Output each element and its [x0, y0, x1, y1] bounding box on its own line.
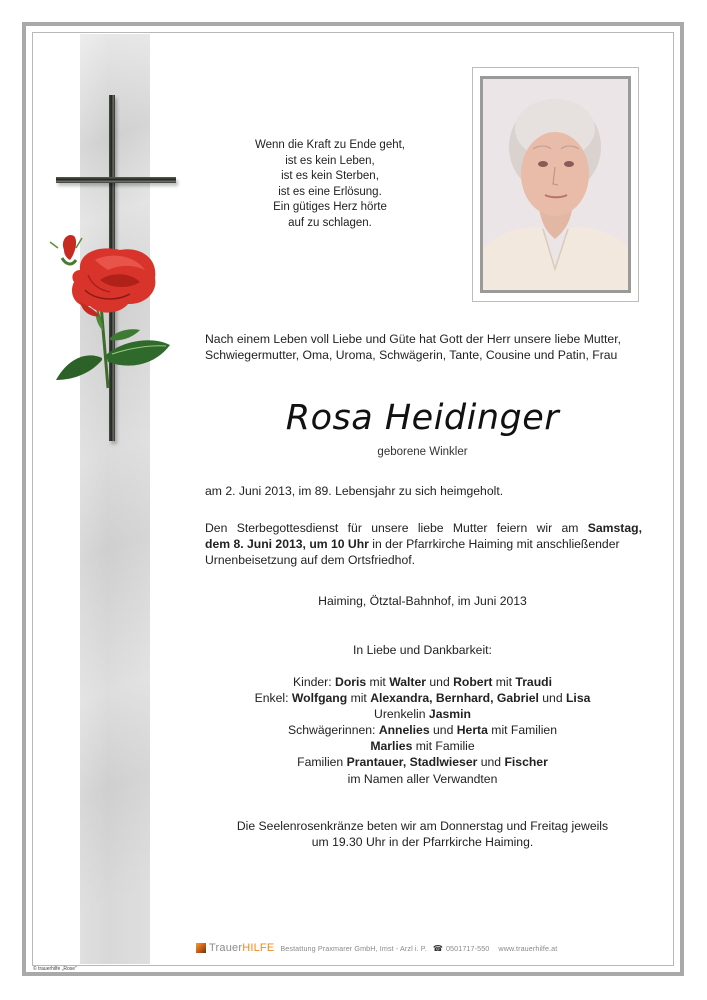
service-word: Sterbegottesdienst [236, 521, 339, 535]
verse-line: ist es kein Sterben, [281, 170, 379, 182]
family-member: Prantauer, Stadlwieser [346, 755, 478, 770]
rosary-line: um 19.30 Uhr in der Pfarrkirche Haiming. [311, 835, 534, 849]
family-row-closing: im Namen aller Verwandten [347, 771, 498, 786]
service-word: unsere [371, 521, 409, 535]
family-connector: mit [366, 675, 390, 689]
service-line-2 [205, 536, 642, 552]
portrait-image [483, 79, 628, 290]
phone-number[interactable]: 0501717-550 [445, 943, 490, 953]
family-list [200, 674, 645, 787]
family-row-marlies [200, 738, 645, 754]
family-member: Robert [453, 675, 493, 689]
rosary-line: Die Seelenrosenkränze beten wir am Donnerstag und Freitag jeweils [236, 819, 609, 833]
rosary-notice [200, 818, 645, 850]
family-label: Enkel: [254, 691, 292, 706]
phone-icon: ☎ [432, 943, 443, 953]
family-row-familien [200, 754, 645, 770]
family-row-schwaegerinnen [200, 722, 645, 738]
cross-arm [56, 177, 176, 183]
verse [210, 138, 450, 231]
service-location: in der Pfarrkirche Haiming mit anschließender [368, 537, 620, 551]
verse-line: ist es eine Erlösung. [278, 185, 382, 198]
death-notice: am 2. Juni 2013, im 89. Lebensjahr zu sich heimgeholt. [205, 484, 504, 498]
family-row-kinder [200, 674, 645, 690]
family-member: Lisa [565, 691, 591, 706]
company-name: Bestattung Praxmarer GmbH, Imst - Arzl i. P. [280, 943, 427, 953]
funeral-service-text [205, 520, 642, 568]
family-connector: mit [492, 675, 516, 689]
family-member: Marlies [370, 739, 413, 754]
family-label: Familien [297, 755, 347, 770]
family-member: Alexandra, Bernhard, Gabriel [370, 691, 539, 706]
brand-name[interactable] [209, 942, 274, 954]
maiden-name: geborene Winkler [377, 446, 468, 458]
trauerhilfe-logo-icon [196, 943, 206, 953]
family-connector: und [429, 723, 457, 738]
service-datetime: dem 8. Juni 2013, um 10 Uhr [205, 537, 369, 551]
decorative-stripe [80, 34, 150, 964]
family-connector: und [477, 755, 505, 770]
image-credit: © trauerhilfe „Rose" [33, 966, 77, 972]
verse-line: Wenn die Kraft zu Ende geht, [254, 139, 406, 151]
family-connector: mit Familie [412, 739, 475, 754]
portrait-photo [480, 76, 631, 293]
family-label: Kinder: [293, 675, 336, 689]
deceased-name: Rosa Heidinger [285, 398, 560, 438]
website-link[interactable]: www.trauerhilfe.at [498, 943, 558, 953]
service-word: liebe [417, 521, 444, 535]
family-connector: mit [347, 691, 371, 706]
family-member: Jasmin [428, 707, 471, 722]
family-member: Walter [389, 675, 426, 689]
service-word: für [347, 521, 362, 535]
service-word: feiern [496, 521, 528, 535]
family-member: Herta [456, 723, 488, 738]
verse-line: ist es kein Leben, [285, 154, 375, 167]
thanks-heading: In Liebe und Dankbarkeit: [353, 643, 492, 657]
brand-part-1: Trauer [209, 942, 243, 954]
family-member: Wolfgang [291, 691, 348, 706]
family-connector: mit Familien [487, 723, 557, 738]
family-row-urenkelin [200, 706, 645, 722]
family-member: Doris [335, 675, 367, 689]
intro-line: Nach einem Leben voll Liebe und Güte hat Gott der Herr unsere liebe Mutter, [205, 332, 621, 346]
family-connector: und [538, 691, 566, 706]
family-member: Traudi [515, 675, 552, 689]
service-day: Samstag, [587, 521, 642, 535]
verse-line: Ein gütiges Herz hörte [273, 201, 387, 213]
place-date: Haiming, Ötztal-Bahnhof, im Juni 2013 [318, 594, 527, 608]
service-word: Mutter [452, 521, 488, 535]
service-word: am [561, 521, 579, 535]
service-line-3: Urnenbeisetzung auf dem Ortsfriedhof. [205, 553, 416, 567]
family-member: Annelies [378, 723, 430, 738]
service-word: wir [536, 521, 553, 535]
service-line-1 [205, 520, 642, 536]
family-row-enkel [200, 690, 645, 706]
footer [196, 941, 557, 955]
family-label: Urenkelin [374, 707, 429, 722]
service-word: Den [205, 521, 228, 535]
brand-part-2: HILFE [242, 942, 275, 954]
intro-line: Schwiegermutter, Oma, Uroma, Schwägerin, Tante, Cousine und Patin, Frau [205, 348, 618, 362]
family-connector: und [426, 675, 454, 689]
verse-line: auf zu schlagen. [288, 216, 372, 229]
family-member: Fischer [504, 755, 548, 770]
family-label: Schwägerinnen: [288, 723, 379, 738]
intro-text [205, 331, 645, 363]
rose-icon [40, 230, 180, 390]
